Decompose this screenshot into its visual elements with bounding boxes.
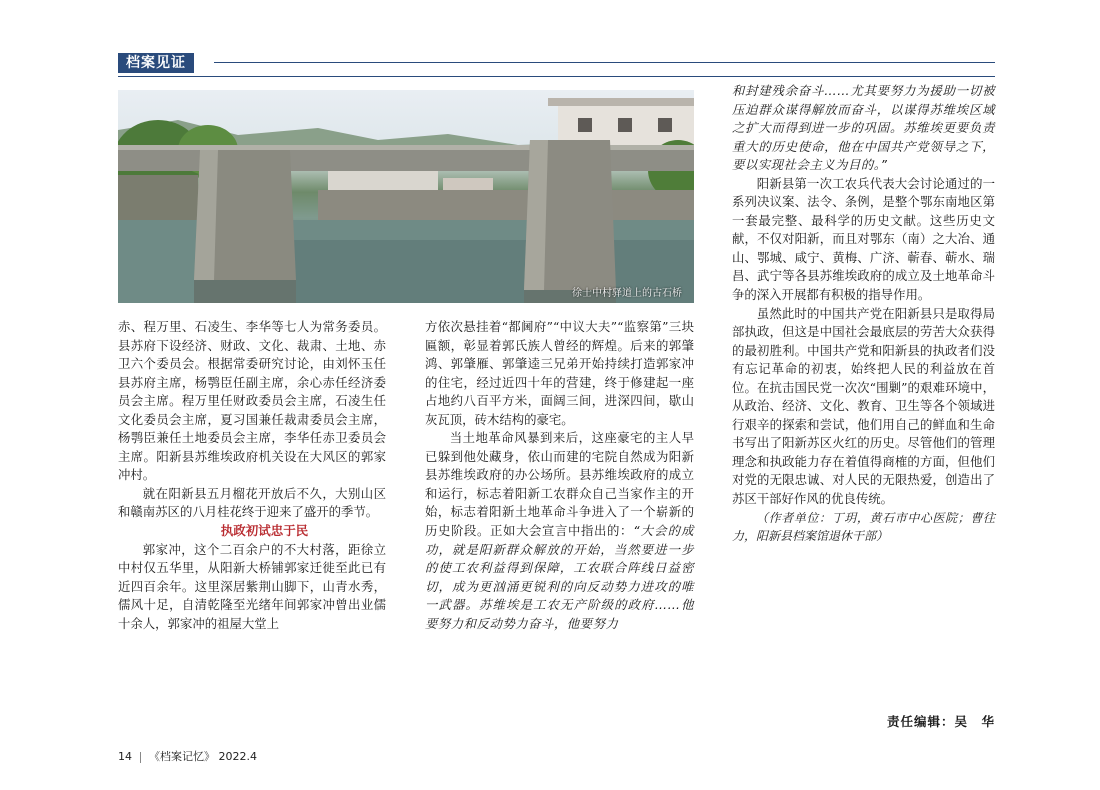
declaration-quote: “大会的成功，就是阳新群众解放的开始，当然要进一步的使工农利益得到保障，工农联合阵线日益密切，成为更汹涌更锐利的向反动势力进攻的唯一武器。苏维埃是工农无产阶级的政府……他要努力和反动势力奋斗，他要努力 — [425, 523, 694, 631]
footer-divider — [140, 752, 141, 763]
paragraph: 就在阳新县五月榴花开放后不久，大别山区和赣南苏区的八月桂花终于迎来了盛开的季节。 — [118, 485, 386, 520]
author-note: （作者单位：丁玥，黄石市中心医院；曹往力，阳新县档案馆退休干部） — [732, 510, 995, 544]
header-underline — [118, 76, 995, 77]
stone-bridge-photo — [118, 90, 694, 303]
section-label: 档案见证 — [118, 53, 194, 73]
declaration-quote-continued: 和封建残余奋斗……尤其要努力为援助一切被压迫群众谋得解放而奋斗，以谋得苏维埃区域之扩大而得到进一步的巩固。苏维埃更要负责重大的历史使命，他在中国共产党领导之下，要以实现社会主义为目的。” — [732, 83, 995, 173]
bridge-illustration — [118, 90, 694, 303]
header-rule — [214, 62, 995, 63]
paragraph: 方依次悬挂着“都阃府”“中议大夫”“监察第”三块匾额，彰显着郭氏族人曾经的辉煌。后来的郭肇鸿、郭肇雁、郭肇逵三兄弟开始持续打造郭家冲的住宅，经过近四十年的营建，终于修建起一座占地约八百平方米，面阔三间，进深四间，歇山灰瓦顶，砖木结构的豪宅。 — [425, 319, 694, 427]
journal-issue: 《档案记忆》 2022.4 — [149, 750, 257, 763]
paragraph: 虽然此时的中国共产党在阳新县只是取得局部执政，但这是中国社会最底层的劳苦大众获得的最初胜利。中国共产党和阳新县的执政者们没有忘记革命的初衷，始终把人民的利益放在首位。在抗击国民党一次次“围剿”的艰难环境中，从政治、经济、文化、教育、卫生等各个领域进行艰辛的探索和尝试，他们用自己的鲜血和生命书写出了阳新苏区火红的历史。尽管他们的管理理念和执政能力存在着值得商榷的方面，但他们对党的无限忠诚、对人民的无限热爱，创造出了苏区干部好作风的优良传统。 — [732, 305, 995, 507]
page-number: 14 — [118, 750, 132, 763]
paragraph — [425, 429, 694, 633]
paragraph-text: 当土地革命风暴到来后，这座豪宅的主人早已躲到他处藏身，依山而建的宅院自然成为阳新县苏维埃政府的办公场所。县苏维埃政府的成立和运行，标志着阳新工农群众自己当家作主的开始，标志着阳新土地革命斗争进入了一个崭新的历史阶段。正如大会宣言中指出的： — [425, 430, 694, 539]
section-subheading: 执政初试忠于民 — [220, 523, 309, 539]
text-column-2 — [425, 318, 694, 633]
text-column-1 — [118, 318, 386, 633]
paragraph: 阳新县第一次工农兵代表大会讨论通过的一系列决议案、法令、条例，是整个鄂东南地区第一套最完整、最科学的历史文献。这些历史文献，不仅对阳新，而且对鄂东（南）之大冶、通山、鄂城、咸宁、黄梅、广济、蕲春、蕲水、瑞昌、武宁等各县苏维埃政府的成立及土地革命斗争的深入开展都有积极的指导作用。 — [732, 175, 995, 303]
responsible-editor: 责任编辑：吴 华 — [886, 714, 995, 729]
text-column-3 — [732, 82, 995, 546]
photo-caption: 徐士中村驿道上的古石桥 — [572, 288, 682, 299]
paragraph: 赤、程万里、石凌生、李华等七人为常务委员。县苏府下设经济、财政、文化、裁肃、土地、赤卫六个委员会。根据常委研究讨论，由刘怀玉任县苏府主席，杨鹗臣任副主席，余心赤任经济委员会主席。程万里任财政委员会主席，石凌生任文化委员会主席，夏习国兼任裁肃委员会主席，杨鹗臣兼任土地委员会主席，李华任赤卫委员会主席。阳新县苏维埃政府机关设在大风区的郭家冲村。 — [118, 319, 386, 483]
page-footer — [118, 748, 257, 764]
paragraph: 郭家冲，这个二百余户的不大村落，距徐立中村仅五华里，从阳新大桥铺郭家迁徙至此已有近四百余年。这里深居紫荆山脚下，山青水秀，儒风十足，自清乾隆至光绪年间郭家冲曾出业儒十余人，郭家冲的祖屋大堂上 — [118, 541, 386, 631]
